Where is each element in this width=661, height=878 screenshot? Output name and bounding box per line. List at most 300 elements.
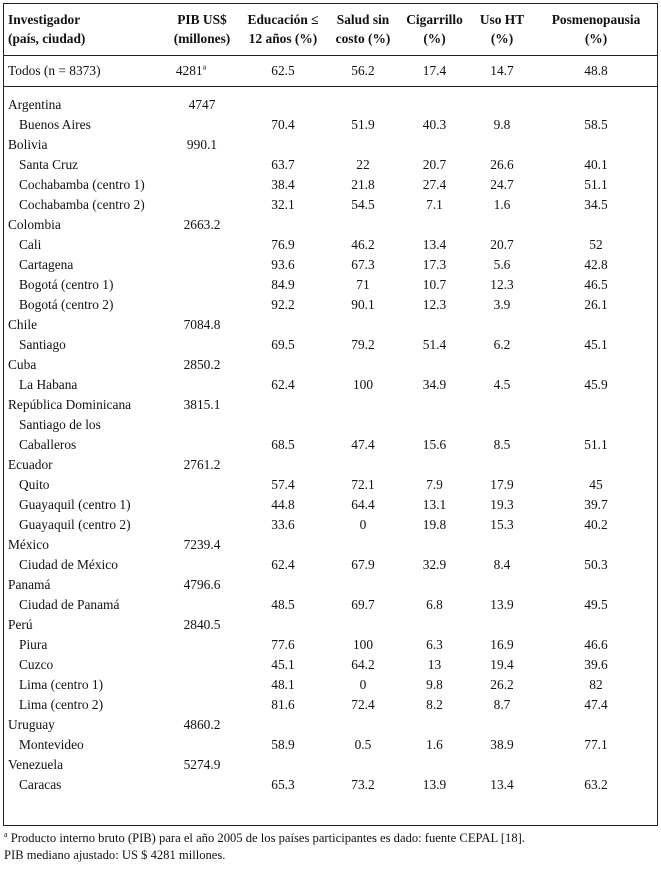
country-row [4,215,657,235]
city-uso-ht: 26.6 [490,157,514,172]
empty-cell [326,755,400,775]
city-salud: 64.4 [351,497,375,512]
city-educacion: 32.1 [271,197,295,212]
city-row [4,675,657,695]
city-cigarrillo: 27.4 [422,177,447,192]
city-cigarrillo: 13.4 [422,237,447,252]
city-educacion: 38.4 [271,177,295,192]
empty-cell [469,355,535,375]
empty-cell [400,215,469,235]
empty-cell [326,455,400,475]
city-educacion: 58.9 [271,737,295,752]
city-posmenopausia: 49.5 [584,597,608,612]
city-cigarrillo: 10.7 [422,277,447,292]
header-uso-ht: Uso HT (%) [469,10,535,56]
city-cigarrillo: 15.6 [422,437,447,452]
city-posmenopausia: 45 [589,477,603,492]
city-posmenopausia: 46.5 [584,277,608,292]
city-posmenopausia: 51.1 [584,177,608,192]
city-posmenopausia: 42.8 [584,257,608,272]
city-uso-ht: 26.2 [490,677,514,692]
country-row [4,395,657,415]
city-posmenopausia: 51.1 [584,437,608,452]
country-pib: 2850.2 [183,357,221,372]
empty-cell [164,195,240,215]
city-cigarrillo: 7.1 [426,197,443,212]
city-salud: 22 [356,157,370,172]
empty-cell [164,435,240,455]
empty-cell [240,455,326,475]
country-name: Cuba [8,357,37,372]
city-uso-ht: 5.6 [493,257,511,272]
empty-cell [164,235,240,255]
city-name: Cochabamba (centro 2) [19,197,145,212]
city-educacion: 62.4 [271,377,295,392]
city-salud: 71 [356,277,370,292]
empty-cell [326,575,400,595]
city-salud: 21.8 [351,177,375,192]
header-posmenopausia: Posmenopausia (%) [535,10,657,56]
city-salud: 47.4 [351,437,375,452]
country-row [4,315,657,335]
empty-cell [535,135,657,155]
city-posmenopausia: 58.5 [584,117,608,132]
city-uso-ht: 8.4 [493,557,511,572]
city-row [4,635,657,655]
city-educacion: 84.9 [271,277,295,292]
city-uso-ht: 1.6 [493,197,511,212]
empty-cell [164,495,240,515]
city-name: Lima (centro 2) [19,697,104,712]
empty-cell [164,255,240,275]
city-row [4,235,657,255]
city-name: Guayaquil (centro 2) [19,517,131,532]
table-body [4,56,657,796]
city-row [4,115,657,135]
city-cigarrillo: 40.3 [422,117,447,132]
city-salud: 0 [359,517,367,532]
city-educacion: 63.7 [271,157,295,172]
header-cigarrillo: Cigarrillo (%) [400,10,469,56]
city-educacion: 76.9 [271,237,295,252]
city-cigarrillo: 6.3 [426,637,443,652]
empty-cell [400,95,469,115]
city-posmenopausia: 39.7 [584,497,608,512]
city-posmenopausia: 46.6 [584,637,608,652]
city-row [4,555,657,575]
city-salud: 79.2 [351,337,375,352]
country-name: Venezuela [8,757,64,772]
country-name: República Dominicana [8,397,132,412]
city-cigarrillo: 17.3 [422,257,447,272]
city-row [4,295,657,315]
city-row [4,155,657,175]
city-salud: 51.9 [351,117,375,132]
empty-cell [164,655,240,675]
city-row [4,695,657,715]
empty-cell [400,395,469,415]
city-uso-ht: 19.3 [490,497,514,512]
empty-cell [400,755,469,775]
city-posmenopausia: 63.2 [584,777,608,792]
city-row [4,475,657,495]
city-posmenopausia: 50.3 [584,557,608,572]
city-salud: 0 [359,677,367,692]
city-uso-ht: 6.2 [493,337,511,352]
city-salud: 67.9 [351,557,375,572]
empty-cell [326,315,400,335]
empty-cell [535,415,657,435]
header-educacion: Educación ≤ 12 años (%) [240,10,326,56]
city-uso-ht: 8.7 [493,697,511,712]
empty-cell [535,455,657,475]
empty-cell [469,575,535,595]
empty-cell [240,215,326,235]
city-educacion: 48.5 [271,597,295,612]
empty-cell [535,215,657,235]
city-row [4,335,657,355]
total-cigarrillo: 17.4 [422,63,447,78]
country-pib: 2761.2 [183,457,221,472]
city-educacion: 62.4 [271,557,295,572]
country-name: Argentina [8,97,62,112]
city-cigarrillo: 34.9 [422,377,447,392]
city-uso-ht: 17.9 [490,477,514,492]
city-uso-ht: 24.7 [490,177,514,192]
total-label: Todos (n = 8373) [8,63,101,78]
city-educacion: 70.4 [271,117,295,132]
city-cigarrillo: 13 [427,657,442,672]
empty-cell [535,95,657,115]
header-salud: Salud sin costo (%) [326,10,400,56]
city-name: Ciudad de Panamá [19,597,120,612]
country-pib: 4747 [188,97,216,112]
city-educacion: 33.6 [271,517,295,532]
empty-cell [240,415,326,435]
city-name: Bogotá (centro 2) [19,297,114,312]
city-educacion: 69.5 [271,337,295,352]
city-name: Bogotá (centro 1) [19,277,114,292]
empty-cell [469,215,535,235]
empty-cell [240,315,326,335]
empty-cell [164,735,240,755]
city-uso-ht: 15.3 [490,517,514,532]
country-row [4,355,657,375]
city-cigarrillo: 1.6 [426,737,443,752]
empty-cell [535,755,657,775]
empty-cell [164,675,240,695]
total-posmenopausia: 48.8 [584,63,608,78]
empty-cell [240,575,326,595]
city-cigarrillo: 13.9 [422,777,447,792]
empty-cell [400,615,469,635]
empty-cell [164,175,240,195]
empty-cell [164,475,240,495]
empty-cell [326,715,400,735]
city-posmenopausia: 77.1 [584,737,608,752]
city-row [4,595,657,615]
city-name: Santa Cruz [19,157,79,172]
city-name: Cuzco [19,657,54,672]
empty-cell [164,115,240,135]
city-educacion: 93.6 [271,257,295,272]
country-row [4,135,657,155]
city-row [4,175,657,195]
city-row [4,515,657,535]
city-uso-ht: 13.4 [490,777,514,792]
city-posmenopausia: 52 [589,237,603,252]
city-uso-ht: 19.4 [490,657,514,672]
empty-cell [326,415,400,435]
city-salud: 100 [352,377,374,392]
country-pib: 4860.2 [183,717,221,732]
city-cigarrillo: 8.2 [426,697,443,712]
city-uso-ht: 3.9 [493,297,511,312]
empty-cell [326,355,400,375]
empty-cell [326,535,400,555]
country-row [4,615,657,635]
city-name: Santiago de los [19,417,101,432]
empty-cell [164,335,240,355]
empty-cell [240,355,326,375]
country-row [4,715,657,735]
empty-cell [469,535,535,555]
city-name: Caballeros [19,437,77,452]
empty-cell [535,535,657,555]
header-investigador: Investigador (país, ciudad) [4,10,164,56]
empty-cell [469,715,535,735]
empty-cell [240,615,326,635]
city-cigarrillo: 20.7 [422,157,447,172]
city-row [4,735,657,755]
city-salud: 100 [352,637,374,652]
country-pib: 7239.4 [183,537,221,552]
empty-cell [164,775,240,795]
city-row [4,375,657,395]
empty-cell [240,395,326,415]
city-educacion: 81.6 [271,697,295,712]
empty-cell [164,275,240,295]
empty-cell [469,455,535,475]
city-name: Guayaquil (centro 1) [19,497,131,512]
empty-cell [535,615,657,635]
city-name: Cartagena [19,257,74,272]
city-cigarrillo: 7.9 [426,477,443,492]
empty-cell [469,395,535,415]
country-row [4,455,657,475]
city-educacion: 68.5 [271,437,295,452]
empty-cell [400,455,469,475]
city-name: Piura [19,637,48,652]
empty-cell [164,555,240,575]
city-cigarrillo: 51.4 [422,337,447,352]
total-uso-ht: 14.7 [490,63,514,78]
city-cigarrillo: 12.3 [422,297,447,312]
empty-cell [164,155,240,175]
empty-cell [400,575,469,595]
city-row [4,655,657,675]
empty-cell [469,755,535,775]
empty-cell [535,715,657,735]
total-pib: 4281$^a$ [175,62,207,78]
city-salud: 90.1 [351,297,375,312]
empty-cell [326,215,400,235]
empty-cell [326,135,400,155]
empty-cell [535,315,657,335]
city-posmenopausia: 40.2 [584,517,608,532]
country-pib: 990.1 [186,137,218,152]
country-name: Uruguay [8,717,55,732]
total-salud: 56.2 [351,63,375,78]
empty-cell [240,715,326,735]
city-row [4,495,657,515]
empty-cell [240,95,326,115]
city-salud: 67.3 [351,257,375,272]
empty-cell [469,415,535,435]
empty-cell [164,375,240,395]
empty-cell [164,295,240,315]
city-posmenopausia: 34.5 [584,197,608,212]
city-name: Lima (centro 1) [19,677,104,692]
country-name: Ecuador [8,457,53,472]
city-cigarrillo: 6.8 [426,597,443,612]
city-salud: 72.1 [351,477,375,492]
country-name: Bolivia [8,137,48,152]
city-name: Ciudad de México [19,557,118,572]
city-educacion: 45.1 [271,657,295,672]
empty-cell [240,135,326,155]
city-educacion: 57.4 [271,477,295,492]
city-name: Buenos Aires [19,117,91,132]
footnote-line-2: PIB mediano ajustado: US $ 4281 millones. [4,848,226,862]
country-pib: 7084.8 [183,317,221,332]
country-row [4,535,657,555]
city-row [4,275,657,295]
city-educacion: 44.8 [271,497,295,512]
country-name: México [8,537,49,552]
city-educacion: 65.3 [271,777,295,792]
empty-cell [326,95,400,115]
city-posmenopausia: 82 [589,677,603,692]
country-row [4,755,657,775]
empty-cell [164,515,240,535]
city-uso-ht: 20.7 [490,237,514,252]
city-name: Santiago [19,337,66,352]
footnote [4,830,659,864]
empty-cell [469,95,535,115]
empty-cell [240,755,326,775]
city-cigarrillo: 32.9 [422,557,447,572]
empty-cell [164,695,240,715]
city-name: Cochabamba (centro 1) [19,177,145,192]
table-header [4,10,657,56]
city-cigarrillo: 19.8 [422,517,447,532]
city-name: La Habana [19,377,78,392]
city-salud: 54.5 [351,197,375,212]
empty-cell [400,315,469,335]
country-row [4,95,657,115]
city-uso-ht: 4.5 [493,377,511,392]
city-salud: 69.7 [351,597,375,612]
country-row [4,575,657,595]
city-uso-ht: 38.9 [490,737,514,752]
city-uso-ht: 13.9 [490,597,514,612]
empty-cell [535,355,657,375]
empty-cell [400,715,469,735]
city-posmenopausia: 26.1 [584,297,608,312]
empty-cell [400,135,469,155]
country-pib: 5274.9 [183,757,221,772]
city-row [4,435,657,455]
country-name: Chile [8,317,38,332]
city-salud: 72.4 [351,697,375,712]
country-pib: 2840.5 [183,617,221,632]
city-posmenopausia: 45.9 [584,377,608,392]
city-uso-ht: 9.8 [493,117,511,132]
city-cigarrillo: 9.8 [426,677,443,692]
city-row-continued [4,415,657,435]
data-table [4,10,657,795]
empty-cell [400,355,469,375]
city-posmenopausia: 45.1 [584,337,608,352]
city-name: Caracas [19,777,62,792]
city-posmenopausia: 40.1 [584,157,608,172]
empty-cell [469,135,535,155]
empty-cell [326,395,400,415]
empty-cell [400,535,469,555]
header-pib: PIB US$ (millones) [164,10,240,56]
country-name: Perú [8,617,33,632]
city-educacion: 92.2 [271,297,295,312]
city-uso-ht: 16.9 [490,637,514,652]
country-name: Colombia [8,217,61,232]
total-educacion: 62.5 [271,63,295,78]
city-salud: 73.2 [351,777,375,792]
spacer-row [4,87,657,96]
empty-cell [326,615,400,635]
city-uso-ht: 8.5 [493,437,511,452]
city-salud: 0.5 [354,737,372,752]
country-pib: 3815.1 [183,397,221,412]
country-name: Panamá [8,577,51,592]
empty-cell [164,635,240,655]
city-row [4,195,657,215]
city-salud: 46.2 [351,237,375,252]
empty-cell [469,315,535,335]
city-posmenopausia: 47.4 [584,697,608,712]
empty-cell [535,395,657,415]
city-name: Cali [19,237,42,252]
empty-cell [164,595,240,615]
empty-cell [469,615,535,635]
footnote-line-1: $^a$ Producto interno bruto (PIB) para el año 2005 de los países participantes es dado: fuente CEPAL [18]. [4,829,525,845]
city-name: Montevideo [19,737,84,752]
country-pib: 4796.6 [183,577,221,592]
city-row [4,255,657,275]
city-name: Quito [19,477,50,492]
country-pib: 2663.2 [183,217,221,232]
city-salud: 64.2 [351,657,375,672]
empty-cell [535,575,657,595]
city-row [4,775,657,795]
city-cigarrillo: 13.1 [422,497,447,512]
empty-cell [164,415,240,435]
empty-cell [240,535,326,555]
empty-cell [400,415,469,435]
city-uso-ht: 12.3 [490,277,514,292]
city-posmenopausia: 39.6 [584,657,608,672]
total-row [4,56,657,87]
